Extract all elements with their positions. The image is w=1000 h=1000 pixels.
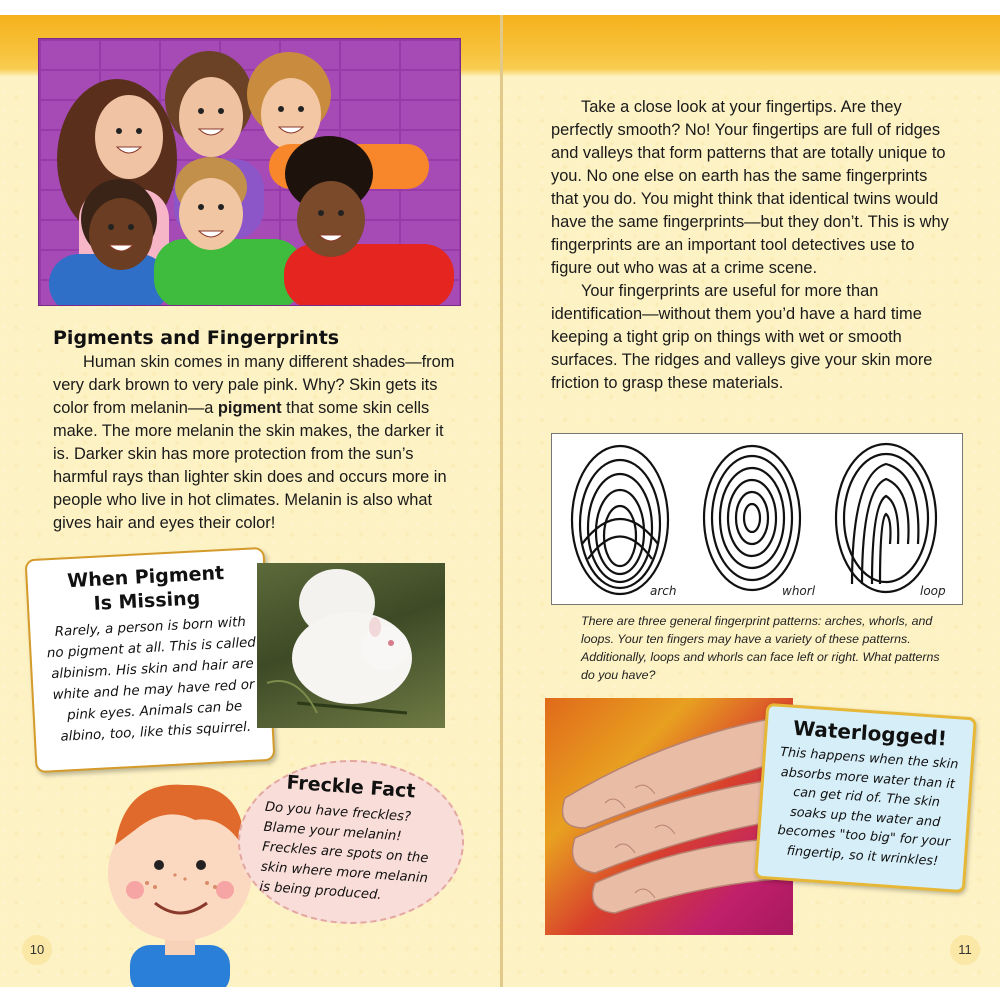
squirrel-illustration <box>257 563 445 728</box>
page-number-left: 10 <box>22 935 52 965</box>
pigment-paragraph-post: that some skin cells make. The more melanin the skin makes, the darker it is. Darker skin has more protection from the sun’s harmful rays than lighter skin does and occurs more in people who live in hot climates. Melanin is also what gives hair and eyes their color! <box>53 399 447 532</box>
freckle-fact-body: Do you have freckles? Blame your melanin! Freckles are spots on the skin where more melanin is being produced. <box>258 799 429 904</box>
wrinkled-hand-photo <box>545 698 793 935</box>
loop-label: loop <box>920 584 946 598</box>
albinism-sidebar <box>25 547 276 773</box>
fingerprint-caption: There are three general fingerprint patterns: arches, whorls, and loops. Your ten fingers may have a variety of these patterns. Additionally, loops and whorls can face left or right. What patterns do you have? <box>581 614 940 682</box>
freckle-fact-bubble <box>238 760 464 924</box>
freckle-fact-title: Freckle Fact <box>285 771 417 803</box>
kids-illustration <box>39 39 460 305</box>
albinism-title-line1: When Pigment <box>66 562 225 593</box>
whorl-label: whorl <box>782 584 816 598</box>
pigment-term: pigment <box>217 399 282 417</box>
page-number-right: 11 <box>950 935 980 965</box>
albino-squirrel-photo <box>257 563 445 728</box>
section-heading: Pigments and Fingerprints <box>53 327 340 349</box>
top-band-right <box>503 15 1000 77</box>
pigment-paragraph-pre: Human skin comes in many different shades—from very dark brown to very pale pink. Why? Skin gets its color from melanin—a <box>53 353 455 417</box>
arch-label: arch <box>650 584 677 598</box>
albinism-sidebar-title <box>27 559 265 619</box>
hand-illustration <box>545 698 793 935</box>
waterlogged-sidebar <box>754 703 977 893</box>
fingerprint-paragraph-1: Take a close look at your fingertips. Are they perfectly smooth? No! Your fingertips are full of ridges and valleys that form patterns that are totally unique to you. No one else on earth has the same fingerprints that you do. You might think that identical twins would have the same fingerprints—but they don’t. This is why fingerprints are an important tool detectives use to figure out who was at a crime scene. <box>551 98 949 277</box>
fingerprint-patterns <box>552 434 962 604</box>
whorl-print <box>704 446 800 590</box>
fingerprint-paragraph-2: Your fingerprints are useful for more than identification—without them you’d have a hard time keeping a tight grip on things with wet or smooth surfaces. The ridges and valleys give your skin more friction to grasp these materials. <box>551 282 933 392</box>
pigment-paragraph <box>53 351 463 535</box>
kids-photo <box>38 38 461 306</box>
fingerprint-figure <box>551 433 963 605</box>
waterlogged-body: This happens when the skin absorbs more water than it can get rid of. The skin soaks up the water and becomes "too big" for your fingertip, so it wrinkles! <box>777 744 959 869</box>
albinism-sidebar-body: Rarely, a person is born with no pigment at all. This is called albinism. His skin and hair are white and he may have red or pink eyes. Animals can be albino, too, like this squirrel. <box>46 614 257 745</box>
loop-print <box>836 444 936 592</box>
fingerprint-text <box>551 96 951 395</box>
albinism-title-line2: Is Missing <box>93 587 201 615</box>
boy-illustration <box>95 775 265 987</box>
waterlogged-title: Waterlogged! <box>792 715 948 751</box>
arch-print <box>572 446 668 594</box>
